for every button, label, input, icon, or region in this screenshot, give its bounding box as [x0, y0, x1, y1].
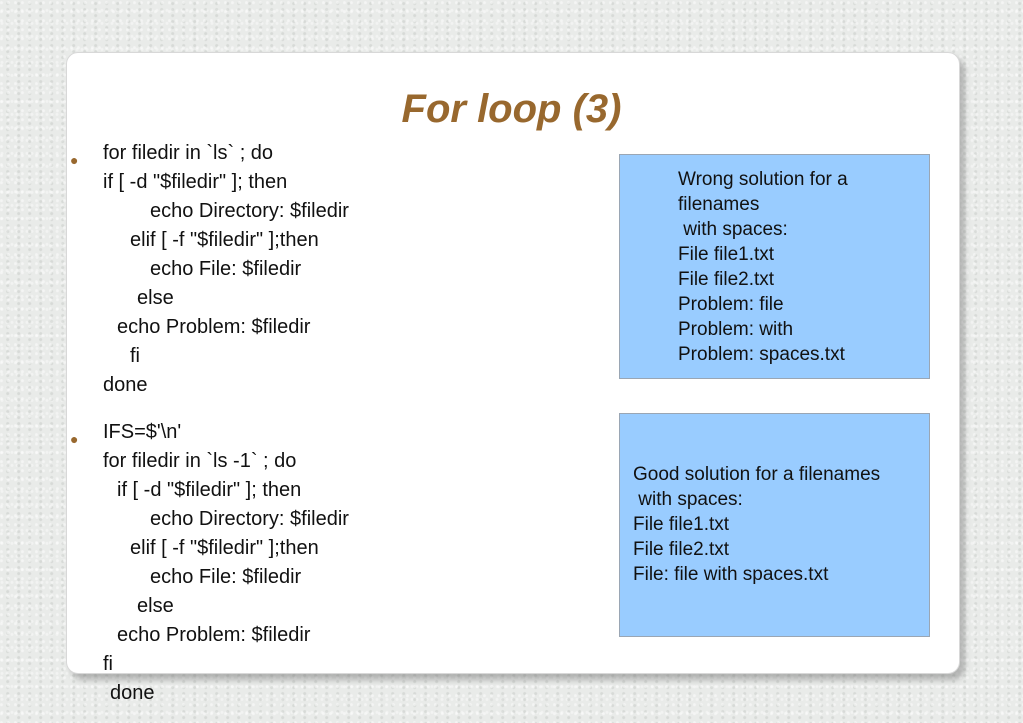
code-line: done	[103, 374, 148, 396]
note-line: Problem: file	[678, 294, 784, 315]
code-line: if [ -d "$filedir" ]; then	[103, 171, 288, 193]
code-line: echo Directory: $filedir	[150, 508, 349, 530]
code-line: for filedir in `ls` ; do	[103, 142, 274, 164]
code-line: elif [ -f "$filedir" ];then	[130, 537, 319, 559]
bullet-icon: ●	[70, 152, 79, 168]
note-line: Problem: with	[678, 319, 794, 340]
code-line: echo Problem: $filedir	[117, 624, 311, 646]
code-line: echo File: $filedir	[150, 566, 302, 588]
code-line: echo Directory: $filedir	[150, 200, 349, 222]
code-line: echo File: $filedir	[150, 258, 302, 280]
code-line: for filedir in `ls -1` ; do	[103, 450, 297, 472]
note-line: File file2.txt	[633, 539, 730, 560]
code-line: IFS=$'\n'	[103, 421, 182, 443]
note-line: with spaces:	[633, 489, 743, 510]
code-line: echo Problem: $filedir	[117, 316, 311, 338]
note-line: filenames	[678, 194, 760, 215]
note-line: with spaces:	[678, 219, 788, 240]
code-line: if [ -d "$filedir" ]; then	[117, 479, 302, 501]
note-line: File file1.txt	[678, 244, 775, 265]
note-line: Good solution for a filenames	[633, 464, 881, 485]
note-line: File: file with spaces.txt	[633, 564, 829, 585]
slide-title: For loop (3)	[401, 87, 622, 131]
note-line: Wrong solution for a	[678, 169, 848, 190]
code-line: fi	[130, 345, 140, 367]
note-line: File file1.txt	[633, 514, 730, 535]
note-line: File file2.txt	[678, 269, 775, 290]
code-line: else	[137, 595, 174, 617]
code-line: else	[137, 287, 174, 309]
code-line: done	[110, 682, 155, 704]
bullet-icon: ●	[70, 431, 79, 447]
note-line: Problem: spaces.txt	[678, 344, 845, 365]
code-line: fi	[103, 653, 113, 675]
code-line: elif [ -f "$filedir" ];then	[130, 229, 319, 251]
